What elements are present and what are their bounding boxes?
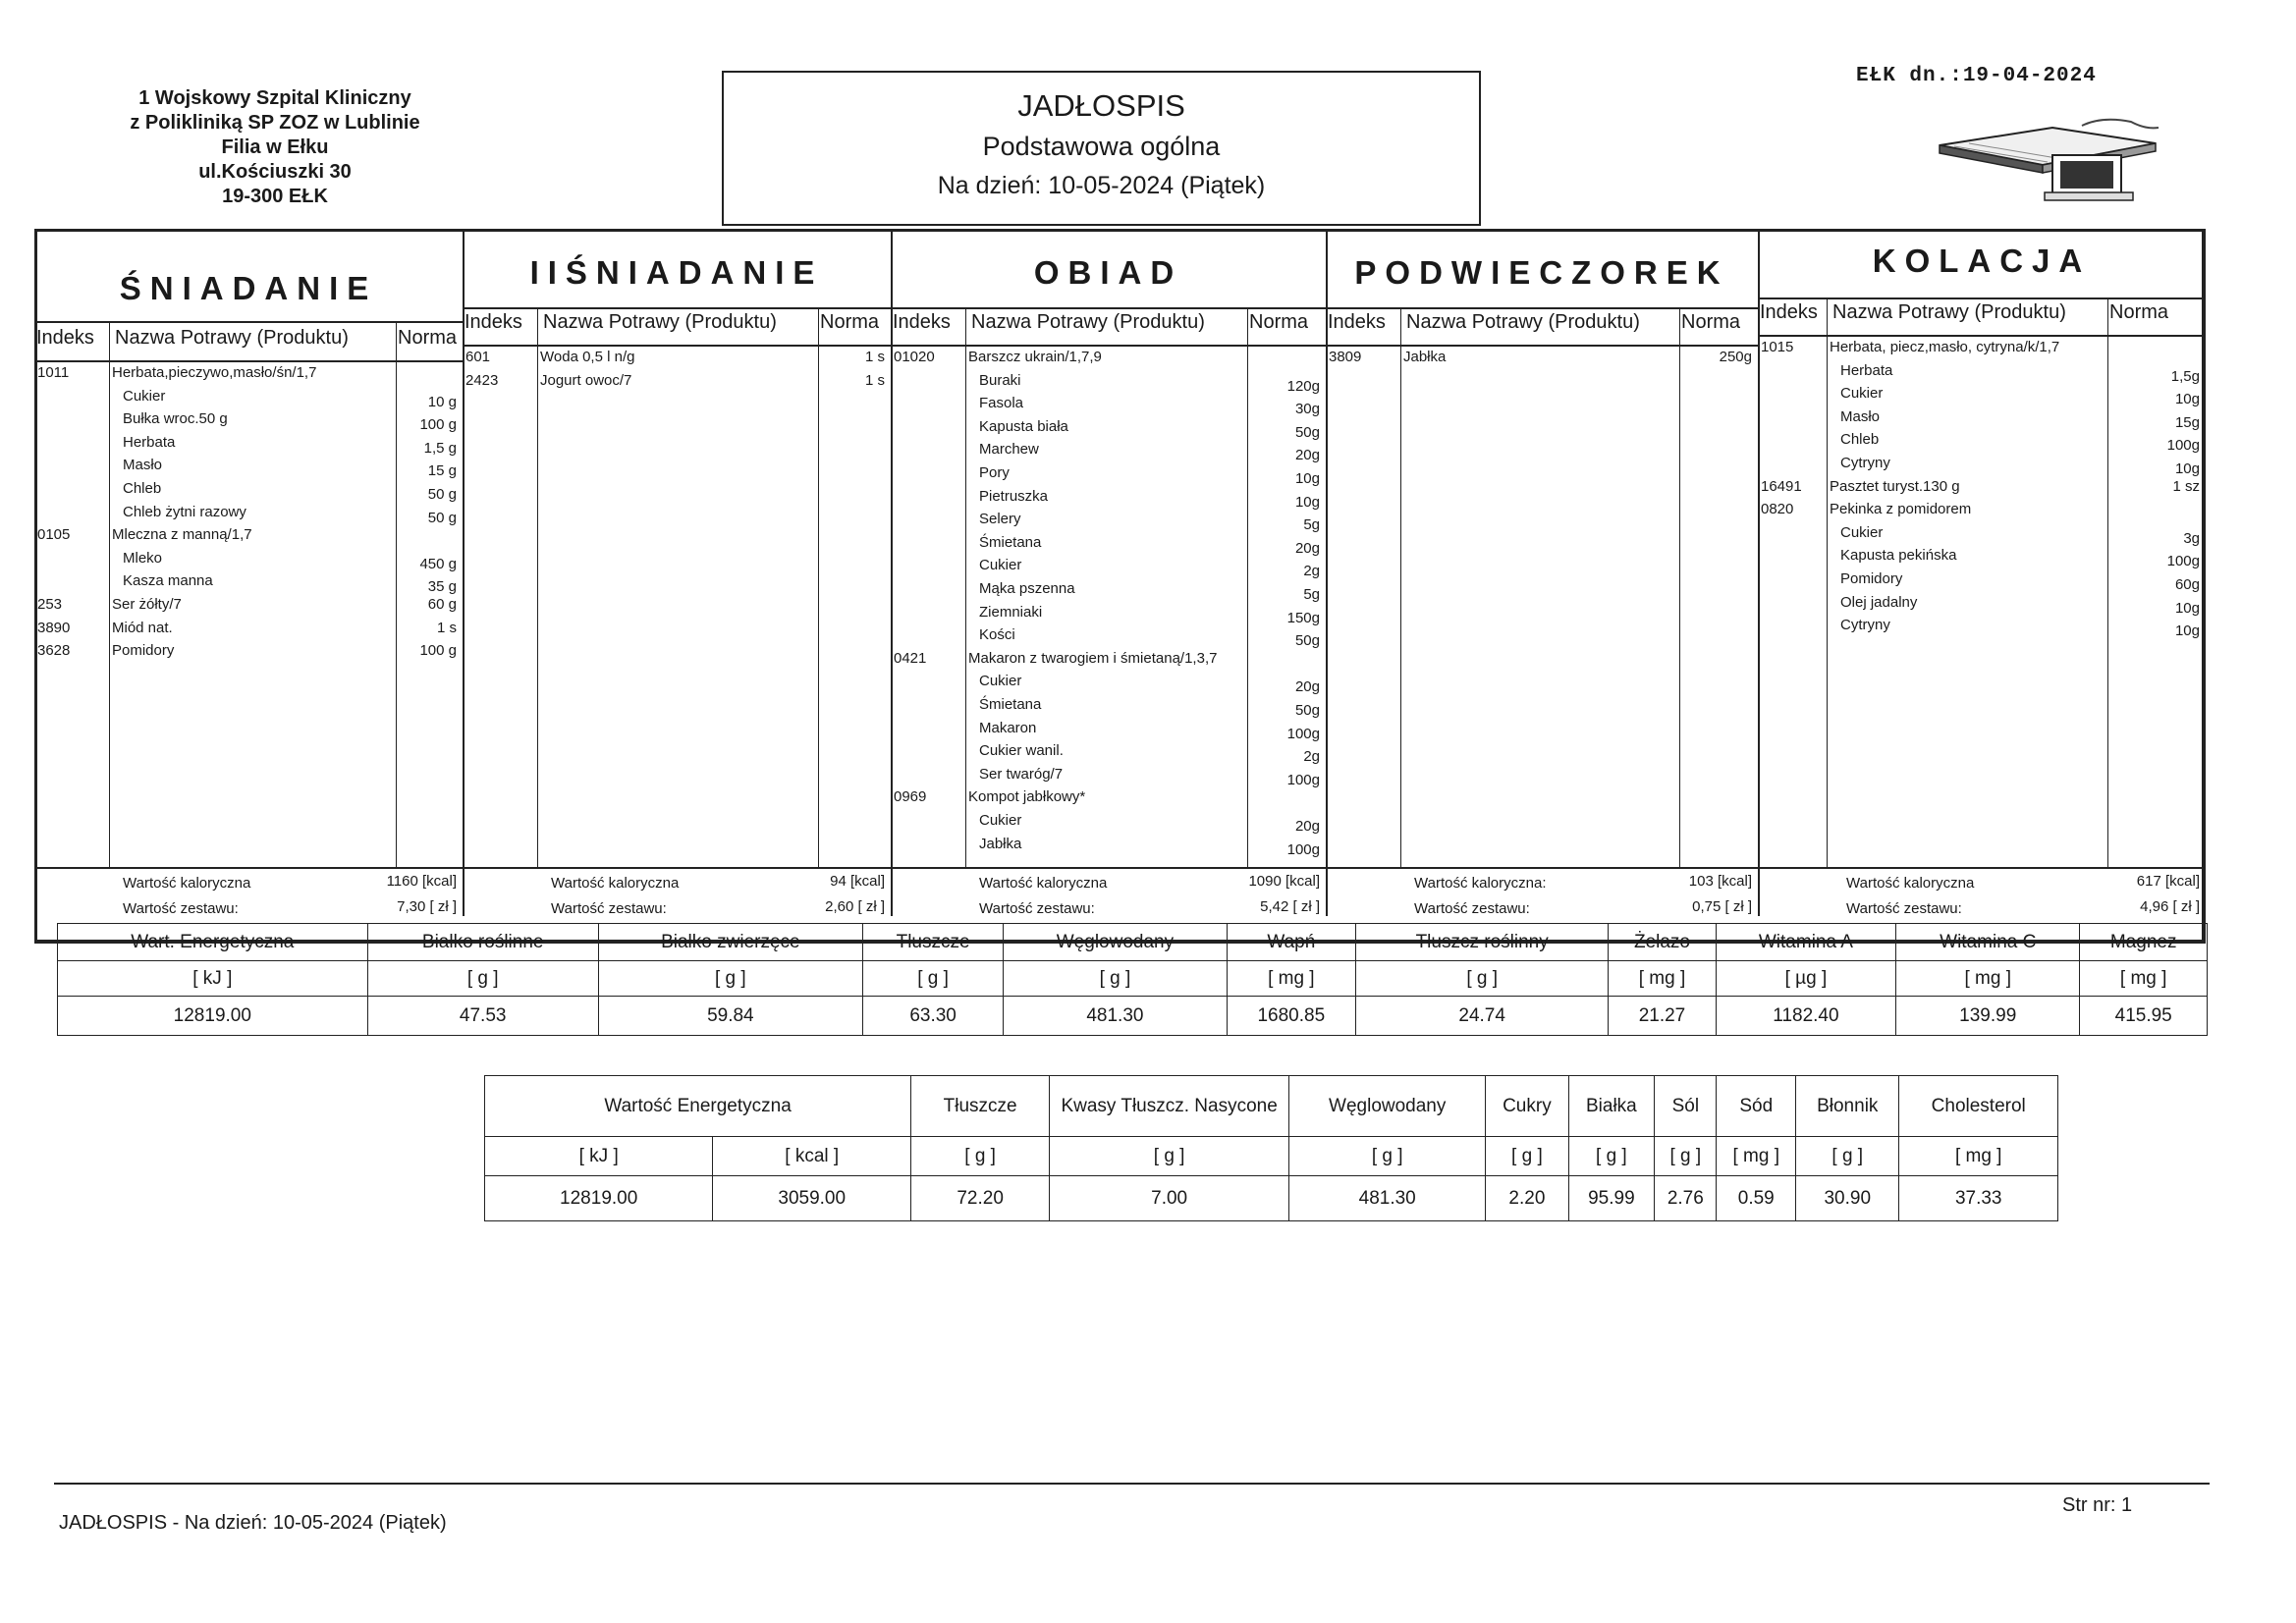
- menu-title: JADŁOSPIS: [1017, 88, 1185, 123]
- dish-index: 01020: [894, 349, 935, 365]
- dish-index: 0820: [1761, 501, 1794, 518]
- nutrition2-unit: [ g ]: [1796, 1137, 1899, 1176]
- nutrition2-unit: [ g ]: [1050, 1137, 1289, 1176]
- dish-name: Kompot jabłkowy*: [968, 788, 1086, 806]
- ingredient-name: Ziemniaki: [979, 603, 1043, 621]
- meal-section-kolacja: [1758, 229, 2206, 944]
- menu-date: Na dzień: 10-05-2024 (Piątek): [937, 172, 1266, 199]
- nutrition-value: 1680.85: [1227, 997, 1356, 1036]
- nutrition-header: Węglowodany: [1004, 924, 1227, 961]
- diet-type: Podstawowa ogólna: [982, 132, 1221, 161]
- portion-norm: 10g: [2174, 391, 2200, 408]
- hospital-line: 1 Wojskowy Szpital Kliniczny: [138, 87, 411, 109]
- nutrition2-header: Wartość Energetyczna: [485, 1076, 911, 1137]
- section-divider: [1758, 229, 1760, 916]
- calorie-label: Wartość kaloryczna: [551, 875, 680, 892]
- meals-table: [34, 229, 2206, 944]
- ingredient-name: Marchew: [979, 441, 1039, 459]
- ingredient-name: Cukier: [979, 673, 1022, 690]
- nutrition-header: Tłuszcz roślinny: [1356, 924, 1609, 961]
- calorie-label: Wartość kaloryczna:: [1414, 875, 1547, 892]
- nutrition-unit: [ g ]: [598, 961, 862, 997]
- portion-norm: 10g: [2174, 622, 2200, 640]
- col-header-indeks: Indeks: [36, 327, 94, 349]
- ingredient-name: Cytryny: [1840, 455, 1890, 471]
- nutrition-unit: [ mg ]: [1896, 961, 2080, 997]
- portion-norm: 1,5 g: [423, 439, 457, 457]
- nutrition2-header: Tłuszcze: [911, 1076, 1050, 1137]
- cost-label: Wartość zestawu:: [979, 900, 1095, 917]
- portion-norm: 150g: [1286, 609, 1320, 626]
- portion-norm: 1 sz: [2172, 477, 2200, 495]
- ingredient-name: Śmietana: [979, 533, 1042, 551]
- portion-norm: 1,5g: [2170, 367, 2200, 385]
- summary-divider: [463, 867, 891, 869]
- nutrition-table-main: [57, 923, 2208, 1036]
- nutrition2-value: 12819.00: [485, 1176, 713, 1221]
- nutrition-value: 481.30: [1004, 997, 1227, 1036]
- nutrition2-value: 2.20: [1486, 1176, 1568, 1221]
- ingredient-name: Cytryny: [1840, 617, 1890, 634]
- nutrition-header: Żelazo: [1609, 924, 1717, 961]
- meal-title: KOLACJA: [1872, 243, 2092, 279]
- ingredient-name: Chleb: [123, 480, 162, 497]
- cost-value: 7,30 [ zł ]: [397, 898, 457, 915]
- col-header-indeks: Indeks: [1760, 301, 1818, 323]
- nutrition-header: Wapń: [1227, 924, 1356, 961]
- portion-norm: 50g: [1294, 632, 1320, 650]
- meal-section-podwieczorek: [1326, 229, 1758, 944]
- ingredient-name: Herbata: [1840, 361, 1893, 379]
- ingredient-name: Mąka pszenna: [979, 580, 1075, 597]
- column-divider: [1679, 307, 1680, 867]
- ingredient-name: Kości: [979, 626, 1015, 644]
- book-computer-icon: [1935, 116, 2160, 202]
- nutrition-value-row: [58, 997, 2208, 1036]
- nutrition2-value: 481.30: [1289, 1176, 1486, 1221]
- portion-norm: 100g: [1286, 725, 1320, 742]
- portion-norm: 50g: [1294, 423, 1320, 441]
- nutrition-unit: [ mg ]: [2080, 961, 2208, 997]
- nutrition2-unit: [ kJ ]: [485, 1137, 713, 1176]
- hospital-address: [79, 86, 471, 209]
- header-divider: [891, 345, 1326, 347]
- nutrition-unit: [ mg ]: [1609, 961, 1717, 997]
- dish-index: 0969: [894, 788, 927, 806]
- ingredient-name: Chleb: [1840, 431, 1880, 449]
- calorie-label: Wartość kaloryczna: [979, 875, 1108, 892]
- nutrition2-value: 95.99: [1568, 1176, 1655, 1221]
- summary-divider: [34, 867, 463, 869]
- nutrition2-value-row: [485, 1176, 2058, 1221]
- nutrition2-unit: [ mg ]: [1717, 1137, 1796, 1176]
- nutrition2-unit: [ g ]: [1568, 1137, 1655, 1176]
- nutrition-value: 21.27: [1609, 997, 1717, 1036]
- ingredient-name: Cukier: [979, 812, 1022, 829]
- portion-norm: 100g: [2166, 437, 2200, 455]
- cost-label: Wartość zestawu:: [1414, 900, 1530, 917]
- nutrition2-unit: [ g ]: [1486, 1137, 1568, 1176]
- portion-norm: 450 g: [419, 555, 457, 572]
- cost-value: 0,75 [ zł ]: [1692, 898, 1752, 915]
- nutrition2-unit: [ kcal ]: [713, 1137, 911, 1176]
- title-divider: [891, 307, 1326, 309]
- nutrition2-header: Cukry: [1486, 1076, 1568, 1137]
- portion-norm: 20g: [1294, 447, 1320, 464]
- col-header-nazwa: Nazwa Potrawy (Produktu): [1406, 311, 1640, 333]
- column-divider: [818, 307, 819, 867]
- nutrition2-unit: [ g ]: [1655, 1137, 1717, 1176]
- portion-norm: 2g: [1303, 748, 1320, 766]
- dish-index: 1015: [1761, 339, 1794, 355]
- portion-norm: 100g: [2166, 553, 2200, 570]
- dish-name: Jogurt owoc/7: [540, 371, 632, 389]
- dish-index: 0105: [37, 526, 71, 544]
- meal-title: ŚNIADANIE: [119, 270, 378, 306]
- nutrition2-unit: [ g ]: [1289, 1137, 1486, 1176]
- ingredient-name: Selery: [979, 511, 1021, 528]
- nutrition2-value: 30.90: [1796, 1176, 1899, 1221]
- nutrition-unit: [ mg ]: [1227, 961, 1356, 997]
- ingredient-name: Cukier: [1840, 385, 1884, 403]
- dish-name: Jabłka: [1403, 349, 1447, 365]
- nutrition-header: Wart. Energetyczna: [58, 924, 368, 961]
- nutrition-value: 63.30: [862, 997, 1003, 1036]
- menu-title-box: [722, 71, 1481, 226]
- column-divider: [537, 307, 538, 867]
- dish-name: Herbata, piecz,masło, cytryna/k/1,7: [1830, 339, 2060, 355]
- nutrition2-unit-row: [485, 1137, 2058, 1176]
- nutrition-unit: [ g ]: [862, 961, 1003, 997]
- portion-norm: 10g: [2174, 460, 2200, 477]
- title-divider: [1758, 298, 2206, 299]
- dish-name: Barszcz ukrain/1,7,9: [968, 349, 1102, 365]
- calorie-value: 617 [kcal]: [2136, 873, 2200, 890]
- nutrition-value: 12819.00: [58, 997, 368, 1036]
- nutrition2-header: Kwasy Tłuszcz. Nasycone: [1050, 1076, 1289, 1137]
- portion-norm: 50 g: [427, 486, 457, 503]
- ingredient-name: Pory: [979, 464, 1010, 481]
- ingredient-name: Ser twaróg/7: [979, 765, 1064, 783]
- col-header-indeks: Indeks: [465, 311, 522, 333]
- portion-norm: 20g: [1294, 818, 1320, 835]
- ingredient-name: Pomidory: [1840, 570, 1903, 587]
- nutrition-value: 59.84: [598, 997, 862, 1036]
- cost-label: Wartość zestawu:: [1846, 900, 1962, 917]
- dish-name: Pomidory: [112, 642, 175, 660]
- nutrition2-header-row: [485, 1076, 2058, 1137]
- col-header-indeks: Indeks: [893, 311, 951, 333]
- ingredient-name: Herbata: [123, 433, 176, 451]
- portion-norm: 100 g: [419, 416, 457, 434]
- nutrition-header: Magnez: [2080, 924, 2208, 961]
- nutrition2-value: 0.59: [1717, 1176, 1796, 1221]
- hospital-line: 19-300 EŁK: [222, 186, 328, 207]
- ingredient-name: Pietruszka: [979, 487, 1049, 505]
- portion-norm: 10g: [1294, 493, 1320, 511]
- calorie-value: 94 [kcal]: [830, 873, 885, 890]
- meal-title: IIŚNIADANIE: [529, 254, 824, 291]
- portion-norm: 120g: [1286, 377, 1320, 395]
- col-header-norma: Norma: [2109, 301, 2169, 323]
- nutrition-header: Tłuszcze: [862, 924, 1003, 961]
- dish-index: 2423: [465, 371, 499, 389]
- cost-label: Wartość zestawu:: [551, 900, 667, 917]
- portion-norm: 3g: [2183, 529, 2200, 547]
- ingredient-name: Cukier: [123, 387, 166, 405]
- nutrition-value: 1182.40: [1716, 997, 1895, 1036]
- ingredient-name: Makaron: [979, 719, 1037, 736]
- col-header-norma: Norma: [1681, 311, 1741, 333]
- dish-index: 1011: [37, 364, 70, 381]
- column-divider: [1827, 298, 1828, 867]
- portion-norm: 250g: [1719, 349, 1752, 365]
- summary-divider: [1326, 867, 1758, 869]
- meal-section-obiad: [891, 229, 1326, 944]
- cost-value: 4,96 [ zł ]: [2140, 898, 2200, 915]
- nutrition-header: Witamina C: [1896, 924, 2080, 961]
- portion-norm: 15g: [2174, 413, 2200, 431]
- portion-norm: 30g: [1294, 401, 1320, 418]
- footer-divider: [54, 1483, 2210, 1485]
- nutrition2-header: Sód: [1717, 1076, 1796, 1137]
- dish-index: 253: [37, 596, 63, 613]
- footer-title: JADŁOSPIS - Na dzień: 10-05-2024 (Piątek): [59, 1512, 447, 1534]
- col-header-nazwa: Nazwa Potrawy (Produktu): [543, 311, 777, 333]
- issue-date: EŁK dn.:19-04-2024: [1856, 65, 2097, 87]
- nutrition-unit: [ kJ ]: [58, 961, 368, 997]
- nutrition2-value: 37.33: [1899, 1176, 2058, 1221]
- ingredient-name: Masło: [1840, 407, 1881, 425]
- ingredient-name: Kapusta pekińska: [1840, 547, 1957, 565]
- hospital-line: Filia w Ełku: [221, 136, 329, 158]
- dish-name: Herbata,pieczywo,masło/śn/1,7: [112, 364, 317, 381]
- ingredient-name: Chleb żytni razowy: [123, 503, 246, 520]
- nutrition2-header: Białka: [1568, 1076, 1655, 1137]
- ingredient-name: Cukier: [979, 557, 1022, 574]
- dish-name: Pasztet turyst.130 g: [1830, 477, 1960, 495]
- calorie-label: Wartość kaloryczna: [1846, 875, 1975, 892]
- summary-divider: [1758, 867, 2206, 869]
- col-header-norma: Norma: [820, 311, 880, 333]
- calorie-label: Wartość kaloryczna: [123, 875, 251, 892]
- header-divider: [34, 360, 463, 362]
- col-header-indeks: Indeks: [1328, 311, 1386, 333]
- nutrition-value: 47.53: [367, 997, 598, 1036]
- title-divider: [34, 321, 463, 323]
- portion-norm: 60g: [2174, 576, 2200, 593]
- dish-index: 3809: [1329, 349, 1362, 365]
- ingredient-name: Mleko: [123, 549, 163, 567]
- nutrition2-value: 3059.00: [713, 1176, 911, 1221]
- portion-norm: 5g: [1303, 516, 1320, 534]
- nutrition-header: Białko roślinne: [367, 924, 598, 961]
- nutrition2-value: 2.76: [1655, 1176, 1717, 1221]
- col-header-norma: Norma: [1249, 311, 1309, 333]
- title-divider: [1326, 307, 1758, 309]
- portion-norm: 20g: [1294, 678, 1320, 696]
- nutrition-value: 24.74: [1356, 997, 1609, 1036]
- calorie-value: 1160 [kcal]: [386, 873, 457, 890]
- dish-name: Pekinka z pomidorem: [1830, 501, 1972, 518]
- nutrition2-header: Cholesterol: [1899, 1076, 2058, 1137]
- nutrition2-header: Sól: [1655, 1076, 1717, 1137]
- ingredient-name: Jabłka: [979, 835, 1022, 852]
- portion-norm: 1 s: [864, 349, 885, 365]
- portion-norm: 100g: [1286, 840, 1320, 858]
- nutrition2-unit: [ g ]: [911, 1137, 1050, 1176]
- dish-index: 0421: [894, 649, 927, 667]
- cost-value: 2,60 [ zł ]: [825, 898, 885, 915]
- portion-norm: 60 g: [427, 596, 457, 613]
- header-divider: [1758, 335, 2206, 337]
- portion-norm: 10 g: [427, 393, 457, 410]
- col-header-nazwa: Nazwa Potrawy (Produktu): [115, 327, 349, 349]
- portion-norm: 100 g: [419, 642, 457, 660]
- dish-index: 16491: [1761, 477, 1802, 495]
- title-divider: [463, 307, 891, 309]
- summary-divider: [891, 867, 1326, 869]
- portion-norm: 50g: [1294, 702, 1320, 719]
- nutrition-unit: [ g ]: [1356, 961, 1609, 997]
- column-divider: [109, 323, 110, 867]
- portion-norm: 2g: [1303, 563, 1320, 580]
- ingredient-name: Fasola: [979, 395, 1024, 412]
- portion-norm: 5g: [1303, 586, 1320, 603]
- nutrition-unit-row: [58, 961, 2208, 997]
- nutrition2-value: 72.20: [911, 1176, 1050, 1221]
- meal-title: OBIAD: [1033, 254, 1183, 291]
- col-header-nazwa: Nazwa Potrawy (Produktu): [971, 311, 1205, 333]
- nutrition2-header: Błonnik: [1796, 1076, 1899, 1137]
- header-divider: [1326, 345, 1758, 347]
- ingredient-name: Olej jadalny: [1840, 593, 1918, 611]
- nutrition2-unit: [ mg ]: [1899, 1137, 2058, 1176]
- portion-norm: 1 s: [864, 371, 885, 389]
- hospital-line: ul.Kościuszki 30: [198, 161, 352, 183]
- ingredient-name: Cukier wanil.: [979, 742, 1064, 760]
- portion-norm: 50 g: [427, 509, 457, 526]
- nutrition-value: 415.95: [2080, 997, 2208, 1036]
- nutrition-unit: [ g ]: [367, 961, 598, 997]
- dish-name: Woda 0,5 l n/g: [540, 349, 635, 365]
- nutrition2-value: 7.00: [1050, 1176, 1289, 1221]
- calorie-value: 1090 [kcal]: [1248, 873, 1320, 890]
- header-divider: [463, 345, 891, 347]
- page-number: Str nr: 1: [2062, 1494, 2133, 1516]
- portion-norm: 10g: [1294, 470, 1320, 487]
- portion-norm: 15 g: [427, 462, 457, 480]
- portion-norm: 35 g: [427, 578, 457, 596]
- col-header-nazwa: Nazwa Potrawy (Produktu): [1832, 301, 2066, 323]
- portion-norm: 100g: [1286, 771, 1320, 788]
- dish-index: 601: [465, 349, 491, 365]
- nutrition-value: 139.99: [1896, 997, 2080, 1036]
- nutrition-table-label: [484, 1075, 2058, 1221]
- nutrition-header: Witamina A: [1716, 924, 1895, 961]
- meal-section-sniadanie: [34, 229, 463, 944]
- ingredient-name: Kapusta biała: [979, 417, 1068, 435]
- cost-label: Wartość zestawu:: [123, 900, 239, 917]
- nutrition-header: Białko zwierzęce: [598, 924, 862, 961]
- dish-name: Miód nat.: [112, 619, 173, 636]
- portion-norm: 20g: [1294, 539, 1320, 557]
- nutrition2-header: Węglowodany: [1289, 1076, 1486, 1137]
- ingredient-name: Śmietana: [979, 696, 1042, 713]
- dish-name: Ser żółty/7: [112, 596, 182, 613]
- column-divider: [1400, 307, 1401, 867]
- nutrition-header-row: [58, 924, 2208, 961]
- portion-norm: 10g: [2174, 599, 2200, 617]
- ingredient-name: Masło: [123, 457, 163, 474]
- ingredient-name: Kasza manna: [123, 572, 213, 590]
- ingredient-name: Bułka wroc.50 g: [123, 410, 228, 428]
- calorie-value: 103 [kcal]: [1688, 873, 1752, 890]
- dish-index: 3890: [37, 619, 71, 636]
- hospital-line: z Polikliniką SP ZOZ w Lublinie: [130, 112, 420, 134]
- ingredient-name: Cukier: [1840, 523, 1884, 541]
- meal-title: PODWIECZOREK: [1354, 254, 1729, 291]
- nutrition-unit: [ g ]: [1004, 961, 1227, 997]
- nutrition-unit: [ µg ]: [1716, 961, 1895, 997]
- meal-section-drugie-sniadanie: [463, 229, 891, 944]
- dish-name: Mleczna z manną/1,7: [112, 526, 252, 544]
- dish-index: 3628: [37, 642, 71, 660]
- ingredient-name: Buraki: [979, 371, 1021, 389]
- portion-norm: 1 s: [436, 619, 457, 636]
- dish-name: Makaron z twarogiem i śmietaną/1,3,7: [968, 649, 1218, 667]
- cost-value: 5,42 [ zł ]: [1260, 898, 1320, 915]
- column-divider: [965, 307, 966, 867]
- col-header-norma: Norma: [398, 327, 458, 349]
